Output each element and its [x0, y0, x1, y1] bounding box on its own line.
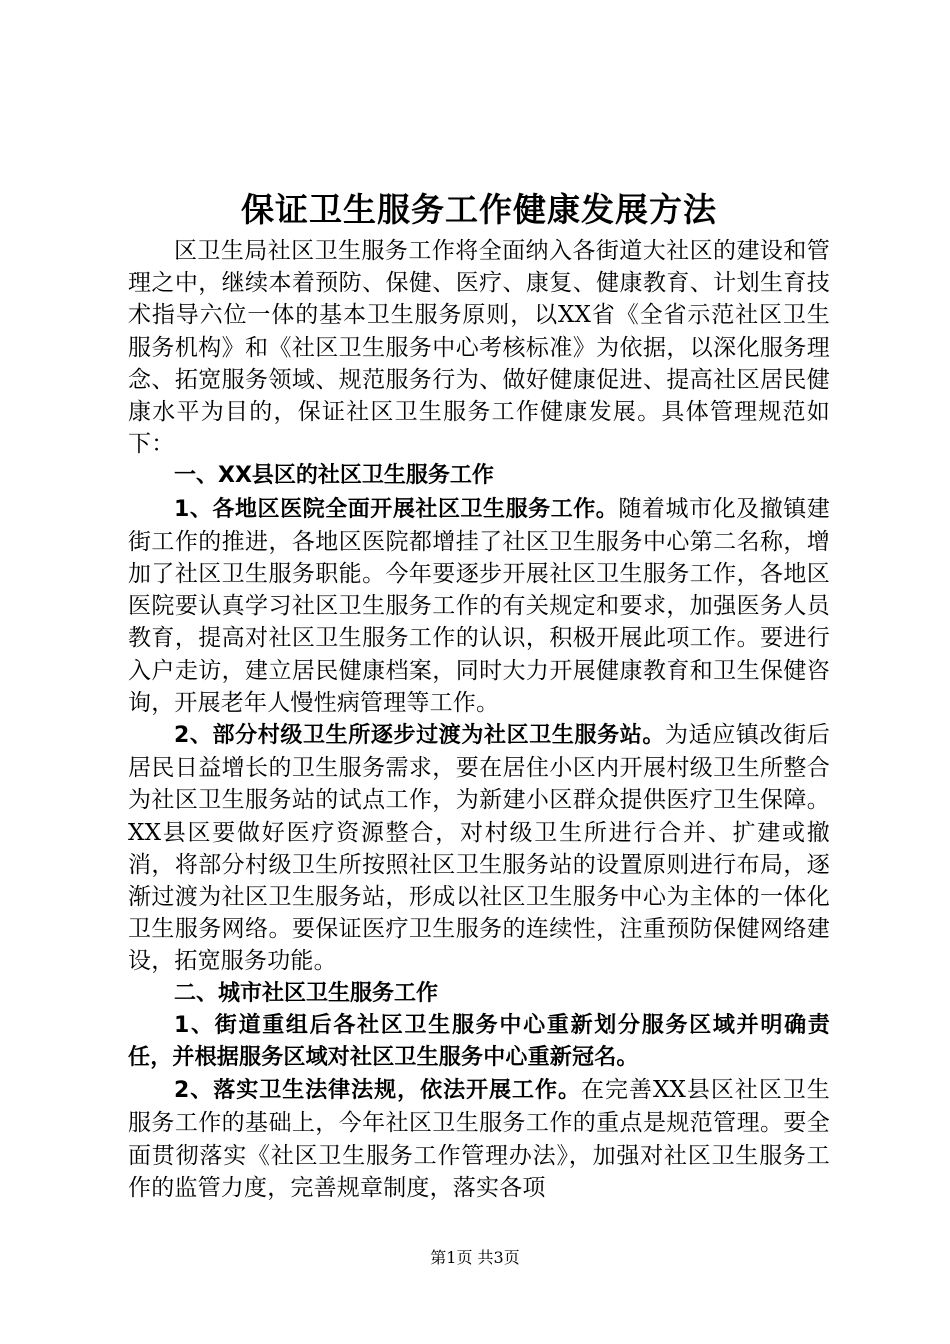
section-1-item-2-body: 为适应镇改街后居民日益增长的卫生服务需求，要在居住小区内开展村级卫生所整合为社区卫生服务站的试点工作，为新建小区群众提供医疗卫生保障。XX县区要做好医疗资源整合，对村级卫生所进行合并、扩建或撤消，将部分村级卫生所按照社区卫生服务站的设置原则进行布局，逐渐过渡为社区卫生服务站，形成以社区卫生服务中心为主体的一体化卫生服务网络。要保证医疗卫生服务的连续性，注重预防保健网络建设，拓宽服务功能。 — [128, 722, 830, 975]
section-1-item-1-lead: 1、各地区医院全面开展社区卫生服务工作。 — [174, 496, 619, 522]
section-2-item-2-lead: 2、落实卫生法律法规，依法开展工作。 — [174, 1078, 581, 1104]
section-2-item-1: 1、街道重组后各社区卫生服务中心重新划分服务区域并明确责任，并根据服务区域对社区卫生服务中心重新冠名。 — [128, 1012, 830, 1071]
section-1-heading: 一、XX县区的社区卫生服务工作 — [174, 463, 494, 489]
document-title: 保证卫生服务工作健康发展方法 — [241, 190, 717, 229]
section-2-item-2 — [128, 1074, 830, 1204]
section-1-item-2-lead: 2、部分村级卫生所逐步过渡为社区卫生服务站。 — [174, 723, 666, 749]
section-2-heading: 二、城市社区卫生服务工作 — [174, 980, 439, 1006]
section-2-item-2-body: 在完善XX县区社区卫生服务工作的基础上，今年社区卫生服务工作的重点是规范管理。要全面贯彻落实《社区卫生服务工作管理办法》，加强对社区卫生服务工作的监管力度，完善规章制度，落实各项 — [128, 1077, 830, 1201]
section-1-item-1-body: 随着城市化及撤镇建街工作的推进，各地区医院都增挂了社区卫生服务中心第二名称，增加了社区卫生服务职能。今年要逐步开展社区卫生服务工作，各地区医院要认真学习社区卫生服务工作的有关规定和要求，加强医务人员教育，提高对社区卫生服务工作的认识，积极开展此项工作。要进行入户走访，建立居民健康档案，同时大力开展健康教育和卫生保健咨询，开展老年人慢性病管理等工作。 — [128, 495, 830, 716]
section-1-item-1 — [128, 493, 830, 719]
document-page — [128, 185, 830, 1204]
intro-paragraph: 区卫生局社区卫生服务工作将全面纳入各街道大社区的建设和管理之中，继续本着预防、保健、医疗、康复、健康教育、计划生育技术指导六位一体的基本卫生服务原则，以XX省《全省示范社区卫生服务机构》和《社区卫生服务中心考核标准》为依据，以深化服务理念、拓宽服务领域、规范服务行为、做好健康促进、提高社区居民健康水平为目的，保证社区卫生服务工作健康发展。具体管理规范如下： — [128, 238, 830, 458]
section-1-item-2 — [128, 719, 830, 978]
page-footer: 第1页 共3页 — [430, 1248, 520, 1267]
